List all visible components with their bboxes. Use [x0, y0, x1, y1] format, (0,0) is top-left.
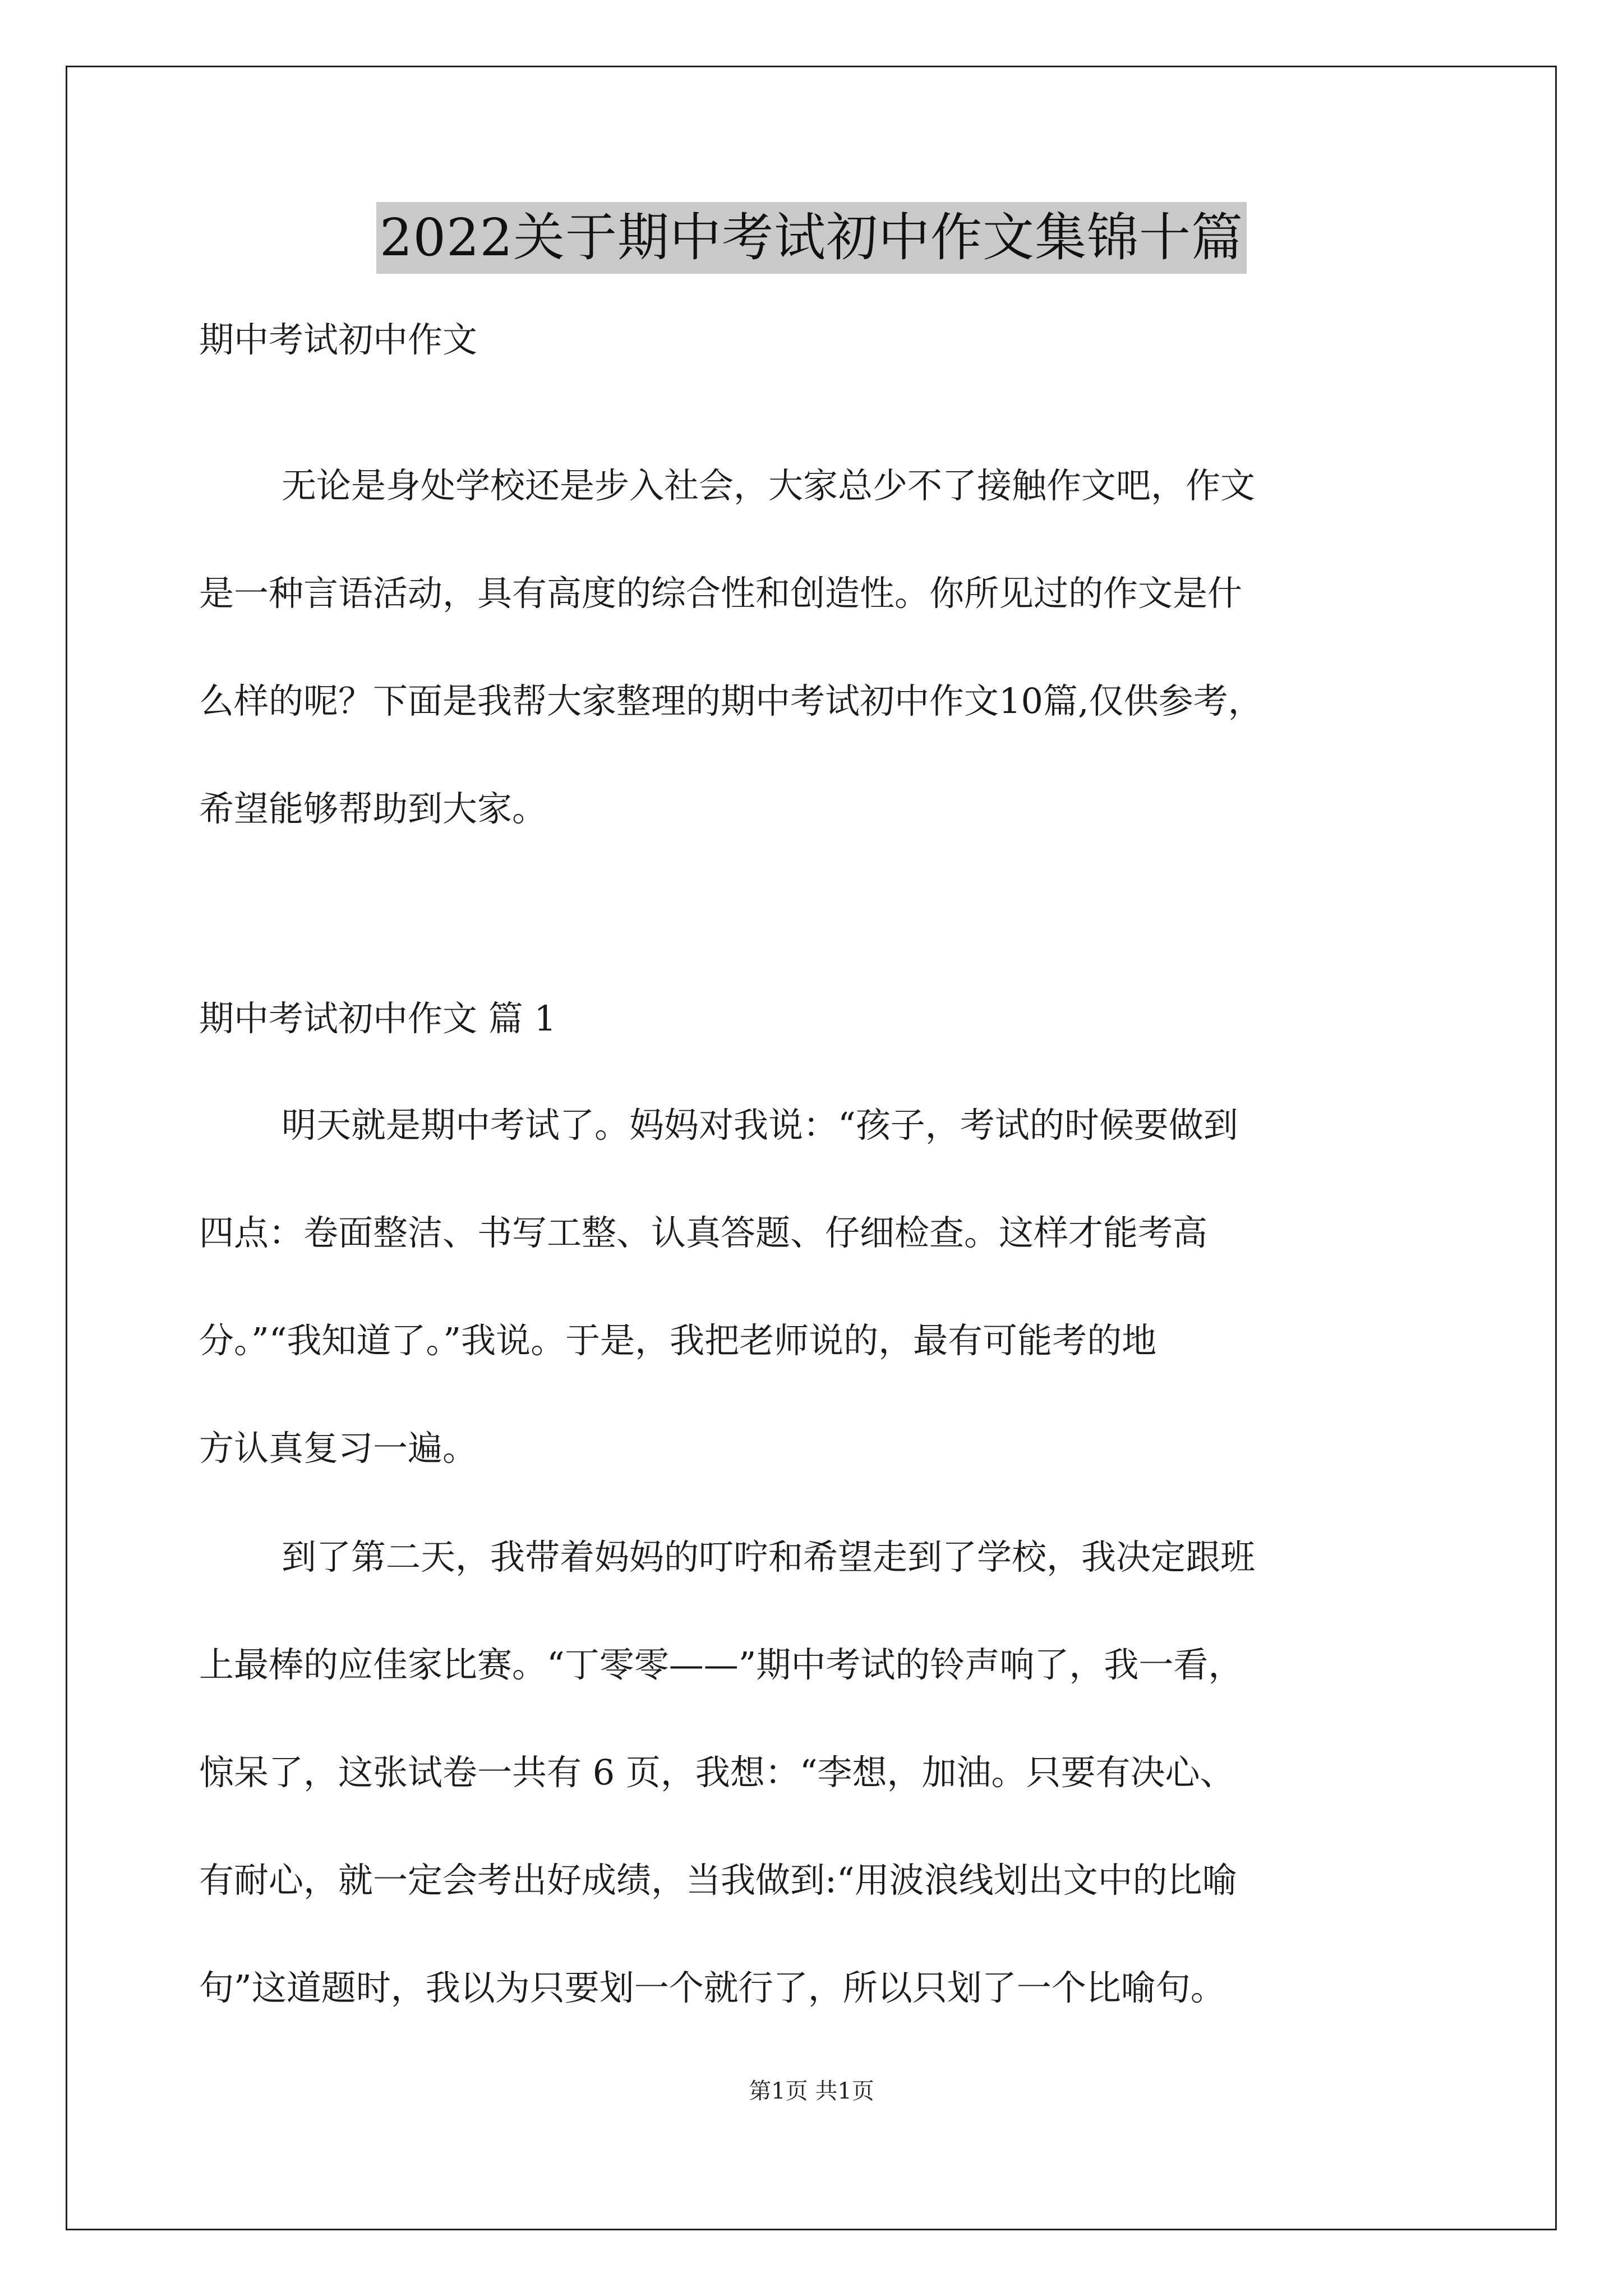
document-title: 2022关于期中考试初中作文集锦十篇 — [376, 202, 1247, 274]
intro-line: 是一种言语活动，具有高度的综合性和创造性。你所见过的作文是什 — [199, 573, 1243, 614]
essay-1-para-2-line: 句”这道题时，我以为只要划一个就行了，所以只划了一个比喻句。 — [199, 1967, 1225, 2008]
page-footer: 第1页 共1页 — [749, 2078, 874, 2104]
essay-1-heading: 期中考试初中作文 篇 1 — [199, 998, 556, 1039]
intro-heading: 期中考试初中作文 — [199, 319, 478, 360]
essay-1-para-2-line: 上最棒的应佳家比赛。“丁零零——”期中考试的铃声响了，我一看， — [199, 1644, 1243, 1685]
essay-1-para-2-line: 到了第二天，我带着妈妈的叮咛和希望走到了学校，我决定跟班 — [282, 1536, 1256, 1577]
essay-1-para-1-line: 四点：卷面整洁、书写工整、认真答题、仔细检查。这样才能考高 — [199, 1212, 1208, 1253]
essay-1-para-2-line: 有耐心，就一定会考出好成绩，当我做到:“用波浪线划出文中的比喻 — [199, 1860, 1237, 1901]
essay-1-para-1-line: 分。”“我知道了。”我说。于是，我把老师说的，最有可能考的地 — [199, 1320, 1157, 1361]
title-container — [0, 202, 1623, 274]
page-border — [66, 66, 1557, 2230]
intro-line: 希望能够帮助到大家。 — [199, 788, 547, 829]
essay-1-para-1-line: 明天就是期中考试了。妈妈对我说：“孩子，考试的时候要做到 — [282, 1105, 1238, 1145]
intro-line: 么样的呢？下面是我帮大家整理的期中考试初中作文10篇,仅供参考， — [199, 680, 1263, 721]
essay-1-para-2-line: 惊呆了，这张试卷一共有 6 页，我想：“李想，加油。只要有决心、 — [199, 1752, 1235, 1793]
intro-line: 无论是身处学校还是步入社会，大家总少不了接触作文吧，作文 — [282, 465, 1256, 506]
essay-1-para-1-line: 方认真复习一遍。 — [199, 1428, 478, 1469]
